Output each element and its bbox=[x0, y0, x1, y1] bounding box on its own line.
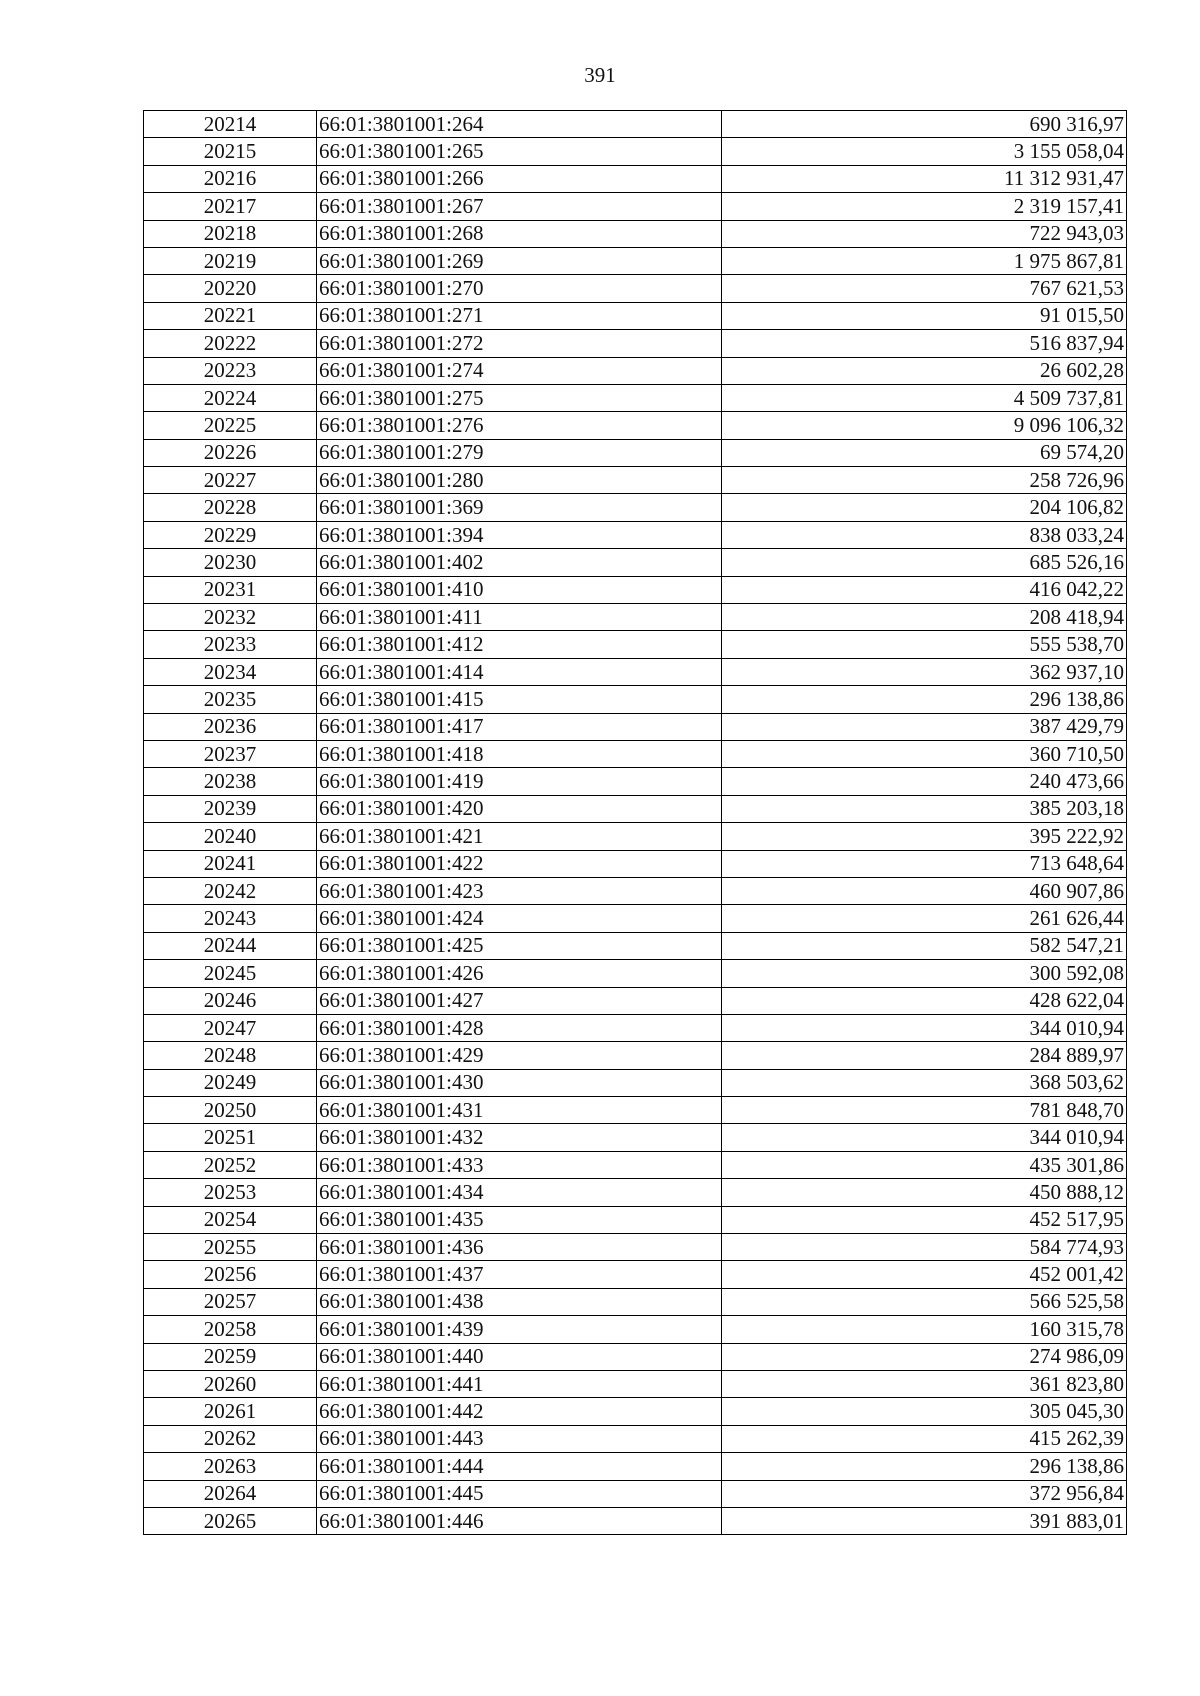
cadastral-value-cell: 69 574,20 bbox=[722, 439, 1127, 466]
cadastral-number-cell: 66:01:3801001:430 bbox=[317, 1069, 722, 1096]
cadastral-number-cell: 66:01:3801001:268 bbox=[317, 220, 722, 247]
table-row bbox=[144, 1097, 1127, 1124]
cadastral-value-cell: 296 138,86 bbox=[722, 686, 1127, 713]
cadastral-value-cell: 435 301,86 bbox=[722, 1151, 1127, 1178]
cadastral-value-cell: 690 316,97 bbox=[722, 111, 1127, 138]
table-row bbox=[144, 494, 1127, 521]
cadastral-number-cell: 66:01:3801001:269 bbox=[317, 247, 722, 274]
cadastral-number-cell: 66:01:3801001:418 bbox=[317, 740, 722, 767]
cadastral-value-cell: 372 956,84 bbox=[722, 1480, 1127, 1507]
cadastral-number-cell: 66:01:3801001:445 bbox=[317, 1480, 722, 1507]
cadastral-number-cell: 66:01:3801001:444 bbox=[317, 1453, 722, 1480]
cadastral-value-cell: 391 883,01 bbox=[722, 1507, 1127, 1534]
row-number-cell: 20252 bbox=[144, 1151, 317, 1178]
cadastral-number-cell: 66:01:3801001:276 bbox=[317, 412, 722, 439]
cadastral-value-cell: 584 774,93 bbox=[722, 1234, 1127, 1261]
cadastral-number-cell: 66:01:3801001:369 bbox=[317, 494, 722, 521]
cadastral-number-cell: 66:01:3801001:423 bbox=[317, 877, 722, 904]
cadastral-value-cell: 450 888,12 bbox=[722, 1179, 1127, 1206]
cadastral-value-cell: 360 710,50 bbox=[722, 740, 1127, 767]
cadastral-value-cell: 344 010,94 bbox=[722, 1014, 1127, 1041]
cadastral-value-cell: 4 509 737,81 bbox=[722, 384, 1127, 411]
table-row bbox=[144, 1453, 1127, 1480]
cadastral-value-cell: 11 312 931,47 bbox=[722, 165, 1127, 192]
cadastral-number-cell: 66:01:3801001:436 bbox=[317, 1234, 722, 1261]
table-row bbox=[144, 302, 1127, 329]
cadastral-number-cell: 66:01:3801001:446 bbox=[317, 1507, 722, 1534]
row-number-cell: 20262 bbox=[144, 1425, 317, 1452]
row-number-cell: 20243 bbox=[144, 905, 317, 932]
table-row bbox=[144, 576, 1127, 603]
table-row bbox=[144, 412, 1127, 439]
cadastral-number-cell: 66:01:3801001:437 bbox=[317, 1261, 722, 1288]
cadastral-number-cell: 66:01:3801001:264 bbox=[317, 111, 722, 138]
row-number-cell: 20216 bbox=[144, 165, 317, 192]
cadastral-value-cell: 305 045,30 bbox=[722, 1398, 1127, 1425]
cadastral-value-cell: 566 525,58 bbox=[722, 1288, 1127, 1315]
cadastral-value-cell: 428 622,04 bbox=[722, 987, 1127, 1014]
cadastral-number-cell: 66:01:3801001:440 bbox=[317, 1343, 722, 1370]
table-row bbox=[144, 1179, 1127, 1206]
cadastral-value-cell: 582 547,21 bbox=[722, 932, 1127, 959]
table-row bbox=[144, 1425, 1127, 1452]
row-number-cell: 20264 bbox=[144, 1480, 317, 1507]
cadastral-number-cell: 66:01:3801001:265 bbox=[317, 138, 722, 165]
cadastral-number-cell: 66:01:3801001:432 bbox=[317, 1124, 722, 1151]
cadastral-value-cell: 240 473,66 bbox=[722, 768, 1127, 795]
cadastral-value-cell: 1 975 867,81 bbox=[722, 247, 1127, 274]
row-number-cell: 20242 bbox=[144, 877, 317, 904]
cadastral-value-cell: 781 848,70 bbox=[722, 1097, 1127, 1124]
table-row bbox=[144, 932, 1127, 959]
cadastral-number-cell: 66:01:3801001:414 bbox=[317, 658, 722, 685]
table-row bbox=[144, 686, 1127, 713]
cadastral-value-cell: 261 626,44 bbox=[722, 905, 1127, 932]
table-row bbox=[144, 877, 1127, 904]
table-row bbox=[144, 111, 1127, 138]
row-number-cell: 20238 bbox=[144, 768, 317, 795]
table-row bbox=[144, 1507, 1127, 1534]
cadastral-value-cell: 26 602,28 bbox=[722, 357, 1127, 384]
cadastral-number-cell: 66:01:3801001:443 bbox=[317, 1425, 722, 1452]
table-row bbox=[144, 768, 1127, 795]
table-row bbox=[144, 850, 1127, 877]
row-number-cell: 20235 bbox=[144, 686, 317, 713]
cadastral-value-cell: 344 010,94 bbox=[722, 1124, 1127, 1151]
row-number-cell: 20241 bbox=[144, 850, 317, 877]
row-number-cell: 20217 bbox=[144, 193, 317, 220]
table-row bbox=[144, 795, 1127, 822]
cadastral-number-cell: 66:01:3801001:419 bbox=[317, 768, 722, 795]
row-number-cell: 20226 bbox=[144, 439, 317, 466]
table-row bbox=[144, 1398, 1127, 1425]
row-number-cell: 20214 bbox=[144, 111, 317, 138]
table-row bbox=[144, 658, 1127, 685]
row-number-cell: 20261 bbox=[144, 1398, 317, 1425]
row-number-cell: 20251 bbox=[144, 1124, 317, 1151]
row-number-cell: 20247 bbox=[144, 1014, 317, 1041]
cadastral-value-cell: 387 429,79 bbox=[722, 713, 1127, 740]
cadastral-value-cell: 3 155 058,04 bbox=[722, 138, 1127, 165]
row-number-cell: 20258 bbox=[144, 1316, 317, 1343]
cadastral-value-cell: 208 418,94 bbox=[722, 604, 1127, 631]
cadastral-number-cell: 66:01:3801001:439 bbox=[317, 1316, 722, 1343]
row-number-cell: 20253 bbox=[144, 1179, 317, 1206]
row-number-cell: 20218 bbox=[144, 220, 317, 247]
table-row bbox=[144, 1069, 1127, 1096]
table-row bbox=[144, 987, 1127, 1014]
cadastral-value-cell: 258 726,96 bbox=[722, 467, 1127, 494]
table-row bbox=[144, 1288, 1127, 1315]
cadastral-value-cell: 385 203,18 bbox=[722, 795, 1127, 822]
row-number-cell: 20229 bbox=[144, 521, 317, 548]
table-row bbox=[144, 604, 1127, 631]
row-number-cell: 20244 bbox=[144, 932, 317, 959]
table-row bbox=[144, 521, 1127, 548]
table-row bbox=[144, 467, 1127, 494]
cadastral-number-cell: 66:01:3801001:427 bbox=[317, 987, 722, 1014]
cadastral-number-cell: 66:01:3801001:421 bbox=[317, 823, 722, 850]
row-number-cell: 20237 bbox=[144, 740, 317, 767]
row-number-cell: 20228 bbox=[144, 494, 317, 521]
table-row bbox=[144, 247, 1127, 274]
row-number-cell: 20265 bbox=[144, 1507, 317, 1534]
cadastral-value-cell: 2 319 157,41 bbox=[722, 193, 1127, 220]
cadastral-value-cell: 300 592,08 bbox=[722, 960, 1127, 987]
cadastral-number-cell: 66:01:3801001:274 bbox=[317, 357, 722, 384]
row-number-cell: 20246 bbox=[144, 987, 317, 1014]
table-row bbox=[144, 823, 1127, 850]
table-row bbox=[144, 275, 1127, 302]
cadastral-number-cell: 66:01:3801001:434 bbox=[317, 1179, 722, 1206]
table-row bbox=[144, 1206, 1127, 1233]
table-row bbox=[144, 1261, 1127, 1288]
cadastral-number-cell: 66:01:3801001:270 bbox=[317, 275, 722, 302]
cadastral-number-cell: 66:01:3801001:428 bbox=[317, 1014, 722, 1041]
row-number-cell: 20255 bbox=[144, 1234, 317, 1261]
cadastral-value-cell: 685 526,16 bbox=[722, 549, 1127, 576]
cadastral-number-cell: 66:01:3801001:441 bbox=[317, 1370, 722, 1397]
table-row bbox=[144, 220, 1127, 247]
table-row bbox=[144, 138, 1127, 165]
cadastral-value-table bbox=[143, 110, 1127, 1535]
cadastral-value-cell: 460 907,86 bbox=[722, 877, 1127, 904]
row-number-cell: 20219 bbox=[144, 247, 317, 274]
table-row bbox=[144, 1014, 1127, 1041]
row-number-cell: 20232 bbox=[144, 604, 317, 631]
row-number-cell: 20233 bbox=[144, 631, 317, 658]
cadastral-number-cell: 66:01:3801001:272 bbox=[317, 330, 722, 357]
table-row bbox=[144, 357, 1127, 384]
page-number: 391 bbox=[584, 63, 616, 87]
row-number-cell: 20222 bbox=[144, 330, 317, 357]
cadastral-value-cell: 415 262,39 bbox=[722, 1425, 1127, 1452]
cadastral-number-cell: 66:01:3801001:412 bbox=[317, 631, 722, 658]
table-row bbox=[144, 905, 1127, 932]
row-number-cell: 20245 bbox=[144, 960, 317, 987]
row-number-cell: 20236 bbox=[144, 713, 317, 740]
table-row bbox=[144, 549, 1127, 576]
table-row bbox=[144, 1042, 1127, 1069]
cadastral-number-cell: 66:01:3801001:424 bbox=[317, 905, 722, 932]
cadastral-number-cell: 66:01:3801001:271 bbox=[317, 302, 722, 329]
table-row bbox=[144, 193, 1127, 220]
row-number-cell: 20249 bbox=[144, 1069, 317, 1096]
row-number-cell: 20221 bbox=[144, 302, 317, 329]
cadastral-value-cell: 416 042,22 bbox=[722, 576, 1127, 603]
table-row bbox=[144, 1151, 1127, 1178]
cadastral-number-cell: 66:01:3801001:417 bbox=[317, 713, 722, 740]
cadastral-number-cell: 66:01:3801001:420 bbox=[317, 795, 722, 822]
table-row bbox=[144, 713, 1127, 740]
table-row bbox=[144, 1370, 1127, 1397]
row-number-cell: 20215 bbox=[144, 138, 317, 165]
table-row bbox=[144, 1316, 1127, 1343]
cadastral-value-cell: 838 033,24 bbox=[722, 521, 1127, 548]
row-number-cell: 20240 bbox=[144, 823, 317, 850]
row-number-cell: 20225 bbox=[144, 412, 317, 439]
row-number-cell: 20257 bbox=[144, 1288, 317, 1315]
table-row bbox=[144, 1124, 1127, 1151]
cadastral-value-cell: 9 096 106,32 bbox=[722, 412, 1127, 439]
row-number-cell: 20254 bbox=[144, 1206, 317, 1233]
cadastral-number-cell: 66:01:3801001:429 bbox=[317, 1042, 722, 1069]
row-number-cell: 20231 bbox=[144, 576, 317, 603]
cadastral-number-cell: 66:01:3801001:267 bbox=[317, 193, 722, 220]
cadastral-value-cell: 452 517,95 bbox=[722, 1206, 1127, 1233]
cadastral-number-cell: 66:01:3801001:410 bbox=[317, 576, 722, 603]
table-row bbox=[144, 740, 1127, 767]
table-row bbox=[144, 631, 1127, 658]
table-row bbox=[144, 384, 1127, 411]
cadastral-value-cell: 296 138,86 bbox=[722, 1453, 1127, 1480]
row-number-cell: 20230 bbox=[144, 549, 317, 576]
row-number-cell: 20263 bbox=[144, 1453, 317, 1480]
cadastral-number-cell: 66:01:3801001:402 bbox=[317, 549, 722, 576]
cadastral-value-cell: 395 222,92 bbox=[722, 823, 1127, 850]
cadastral-number-cell: 66:01:3801001:442 bbox=[317, 1398, 722, 1425]
cadastral-number-cell: 66:01:3801001:431 bbox=[317, 1097, 722, 1124]
row-number-cell: 20256 bbox=[144, 1261, 317, 1288]
table-row bbox=[144, 165, 1127, 192]
cadastral-number-cell: 66:01:3801001:422 bbox=[317, 850, 722, 877]
row-number-cell: 20224 bbox=[144, 384, 317, 411]
cadastral-number-cell: 66:01:3801001:394 bbox=[317, 521, 722, 548]
table-row bbox=[144, 1480, 1127, 1507]
row-number-cell: 20248 bbox=[144, 1042, 317, 1069]
cadastral-value-cell: 767 621,53 bbox=[722, 275, 1127, 302]
cadastral-value-cell: 368 503,62 bbox=[722, 1069, 1127, 1096]
cadastral-value-cell: 204 106,82 bbox=[722, 494, 1127, 521]
cadastral-value-cell: 452 001,42 bbox=[722, 1261, 1127, 1288]
cadastral-value-cell: 713 648,64 bbox=[722, 850, 1127, 877]
table-row bbox=[144, 1234, 1127, 1261]
row-number-cell: 20250 bbox=[144, 1097, 317, 1124]
cadastral-value-cell: 555 538,70 bbox=[722, 631, 1127, 658]
cadastral-value-cell: 284 889,97 bbox=[722, 1042, 1127, 1069]
cadastral-number-cell: 66:01:3801001:266 bbox=[317, 165, 722, 192]
cadastral-number-cell: 66:01:3801001:435 bbox=[317, 1206, 722, 1233]
cadastral-value-cell: 91 015,50 bbox=[722, 302, 1127, 329]
table-row bbox=[144, 330, 1127, 357]
row-number-cell: 20234 bbox=[144, 658, 317, 685]
cadastral-number-cell: 66:01:3801001:438 bbox=[317, 1288, 722, 1315]
cadastral-number-cell: 66:01:3801001:280 bbox=[317, 467, 722, 494]
cadastral-number-cell: 66:01:3801001:433 bbox=[317, 1151, 722, 1178]
cadastral-number-cell: 66:01:3801001:426 bbox=[317, 960, 722, 987]
table-row bbox=[144, 960, 1127, 987]
cadastral-value-cell: 362 937,10 bbox=[722, 658, 1127, 685]
cadastral-value-cell: 274 986,09 bbox=[722, 1343, 1127, 1370]
row-number-cell: 20260 bbox=[144, 1370, 317, 1397]
cadastral-number-cell: 66:01:3801001:279 bbox=[317, 439, 722, 466]
cadastral-number-cell: 66:01:3801001:275 bbox=[317, 384, 722, 411]
cadastral-value-cell: 160 315,78 bbox=[722, 1316, 1127, 1343]
cadastral-value-cell: 722 943,03 bbox=[722, 220, 1127, 247]
row-number-cell: 20227 bbox=[144, 467, 317, 494]
table-row bbox=[144, 1343, 1127, 1370]
row-number-cell: 20259 bbox=[144, 1343, 317, 1370]
cadastral-number-cell: 66:01:3801001:415 bbox=[317, 686, 722, 713]
cadastral-value-cell: 361 823,80 bbox=[722, 1370, 1127, 1397]
row-number-cell: 20220 bbox=[144, 275, 317, 302]
cadastral-value-cell: 516 837,94 bbox=[722, 330, 1127, 357]
table-row bbox=[144, 439, 1127, 466]
cadastral-number-cell: 66:01:3801001:411 bbox=[317, 604, 722, 631]
row-number-cell: 20239 bbox=[144, 795, 317, 822]
table-body bbox=[144, 111, 1127, 1535]
cadastral-number-cell: 66:01:3801001:425 bbox=[317, 932, 722, 959]
row-number-cell: 20223 bbox=[144, 357, 317, 384]
